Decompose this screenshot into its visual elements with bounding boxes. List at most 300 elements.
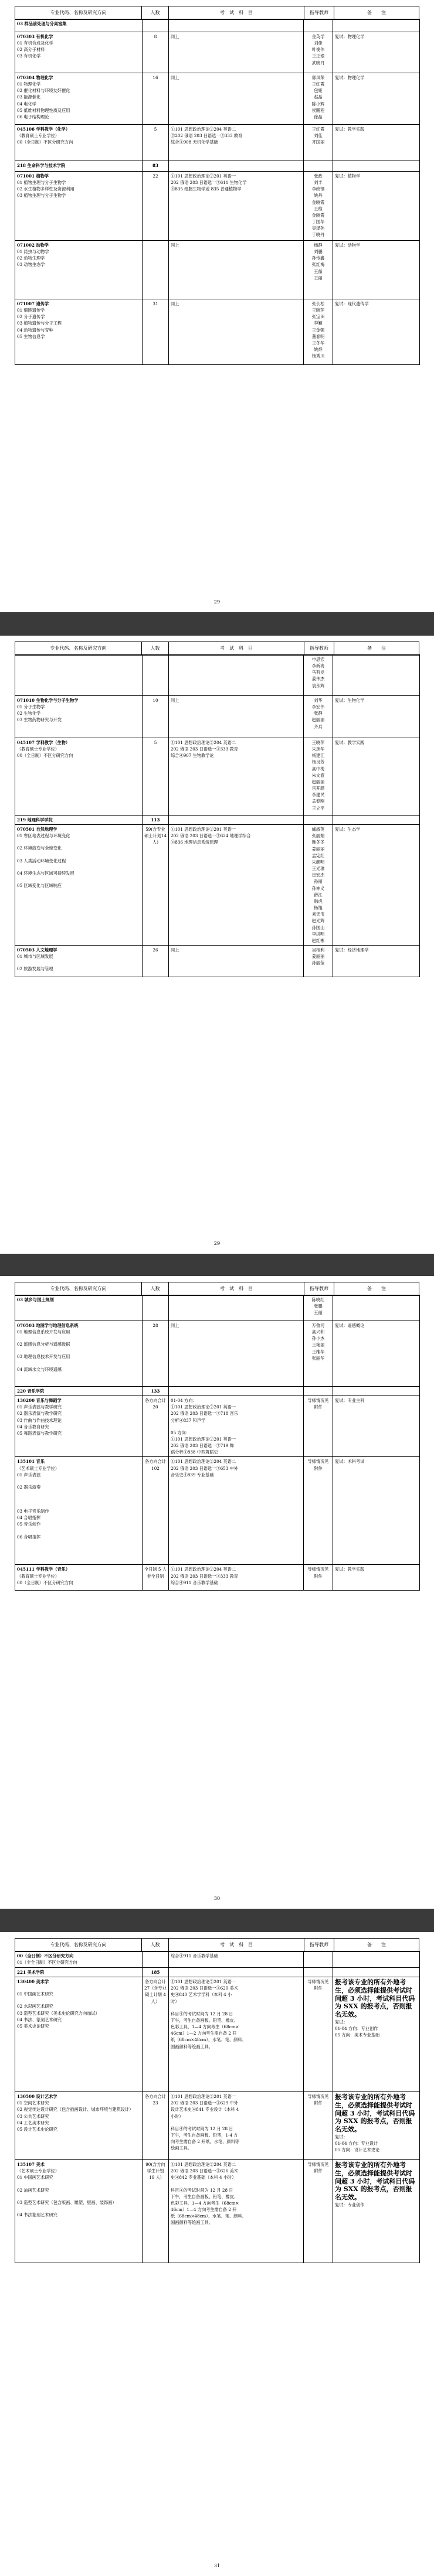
exam-subjects-cell-line: 色彩工具，1—4 方向考生（68cm× [171, 2200, 239, 2206]
supervisor-cell-line: 姜伟杰 [311, 676, 325, 682]
supervisor-cell-line: 吴泽孙 [311, 226, 325, 231]
supervisor-cell-line: 王晓萍 [311, 740, 325, 745]
major-cell-line: 05 设计艺术史论研究 [17, 2126, 57, 2132]
supervisor-cell [304, 816, 333, 825]
exam-subjects-cell [169, 825, 304, 946]
exam-subjects-cell [169, 1565, 304, 1591]
major-cell-line: 04 流域水文与环境遥感 [17, 1366, 62, 1372]
quota-cell [143, 241, 169, 299]
major-cell-line: 220 音乐学院 [17, 1388, 45, 1394]
supervisor-cell [304, 1977, 333, 2092]
exam-subjects-cell-line: ①101 思想政治理论②201 英语一 [171, 173, 236, 179]
supervisor-cell-line: 叶俊伟 [311, 47, 325, 53]
major-cell-line: 03 植物遗传与分子工程 [17, 320, 62, 326]
supervisor-cell-line: 李建民 [311, 792, 325, 798]
notes-cell-line: 复试：专业主科 [335, 1398, 365, 1404]
major-cell-line: 03 有机化学 [17, 53, 41, 59]
table-row [15, 1457, 420, 1565]
supervisor-cell-line: 张长松 [311, 301, 325, 306]
header-col4: 指导教师 [304, 1939, 334, 1951]
page-number: 30 [213, 1896, 221, 1901]
supervisor-cell [304, 19, 333, 32]
supervisor-cell-line: 丁国华 [311, 219, 325, 225]
supervisor-cell-line: 齐国丽 [311, 139, 325, 145]
supervisor-cell-line: 孙林义 [311, 885, 325, 891]
major-cell-line [17, 1502, 140, 1508]
supervisor-cell-line: 刘佳 [314, 40, 323, 46]
major-cell [15, 816, 143, 825]
major-cell-line [17, 1335, 140, 1341]
notes-cell [333, 738, 420, 816]
exam-subjects-cell-line: ①101 思想政治理论②204 英语二 [171, 1459, 236, 1465]
supervisor-cell [304, 945, 333, 977]
major-cell-line: 00（全日制）不区分研究方向 [17, 753, 73, 759]
major-cell-line: 02 旅游发展与管理 [17, 966, 53, 972]
major-cell [15, 1295, 143, 1321]
supervisor-cell [304, 1951, 333, 1968]
major-cell-line: 03 作曲与作曲技术理论 [17, 1417, 62, 1423]
supervisor-cell [304, 2160, 333, 2263]
notes-cell-line: 报考该专业的所有外地考生，必须选择能提供考试时间超 3 小时，考试科目代码为 SXX 的报考点，否则报名无效。 [335, 2161, 415, 2202]
exam-subjects-cell-line: 综合④911 音乐教学基础 [171, 1953, 218, 1959]
exam-subjects-cell [169, 299, 304, 365]
exam-subjects-cell-line: 绘画工具。 [171, 2145, 192, 2151]
major-cell [15, 738, 143, 816]
major-cell [15, 2160, 143, 2263]
supervisor-cell-line: 赵光辉 [311, 918, 325, 924]
supervisor-cell-line: 王立平 [311, 805, 325, 811]
supervisor-cell-line: 孟宪红 [311, 852, 325, 858]
major-cell-line [17, 1496, 140, 1502]
exam-subjects-cell [169, 241, 304, 299]
exam-subjects-cell-line: 国画颜料等绘画工具。 [171, 2220, 213, 2226]
header-col3: 考 试 科 目 [169, 6, 304, 19]
header-col1: 专业代码、名称及研究方向 [15, 642, 142, 655]
supervisor-cell-line: 王正瑜 [311, 53, 325, 59]
supervisor-cell [304, 825, 333, 946]
table-row [15, 241, 420, 299]
quota-cell [143, 19, 169, 32]
supervisor-cell [304, 1457, 333, 1565]
exam-subjects-cell-line [171, 2181, 301, 2187]
major-cell-line: 01 物理化学 [17, 81, 41, 87]
supervisor-cell-line: 姚丹 [314, 193, 323, 199]
major-cell-line: 071007 遗传学 [17, 301, 49, 306]
quota-cell: 各方向合计 102 [143, 1457, 169, 1565]
supervisor-cell-line: 李政钢 [311, 186, 325, 192]
table-row [15, 125, 420, 161]
major-cell-line: （艺术硕士专业学位） [17, 1465, 59, 1471]
exam-subjects-cell-line: 202 俄语 203 日语选一③629 中外 [171, 2100, 238, 2106]
header-col4: 指导教师 [304, 642, 334, 655]
supervisor-cell-line: 孙小杰 [311, 1336, 325, 1342]
major-cell [15, 1968, 143, 1977]
supervisor-cell-line: 杨旭 [314, 905, 323, 911]
exam-subjects-cell-line: ④835 细胞生物学或 835 普通植物学 [171, 186, 242, 192]
supervisor-cell-line: 杨静 [314, 243, 323, 248]
major-cell-line: 070303 有机化学 [17, 34, 53, 39]
major-cell-line [17, 864, 140, 870]
major-cell-line: 130400 美术学 [17, 1979, 49, 1985]
supervisor-cell-line: 高兴和 [311, 1329, 325, 1335]
major-cell-line: 02 生物化学 [17, 711, 41, 716]
supervisor-cell-line: 金晓霞 [311, 212, 325, 218]
quota-cell: 各方向合计 27（含专业硕士计划 4 人） [143, 1977, 169, 2092]
exam-subjects-cell [169, 945, 304, 977]
notes-cell-line: 复试：经济地理学 [335, 947, 369, 953]
table-row [15, 19, 420, 32]
table-row [15, 73, 420, 125]
table-row [15, 1977, 420, 2092]
quota-cell: 全日制 5 人 非全日制 [143, 1565, 169, 1591]
notes-cell [333, 816, 420, 825]
supervisor-cell-line: 王艳丽 [311, 1342, 325, 1348]
notes-cell-line: 01-04 方向：专业创作 [335, 2026, 378, 2032]
supervisor-cell-line: 孙国山 [311, 924, 325, 930]
exam-subjects-cell [169, 125, 304, 161]
supervisor-cell-line: 王薇 [314, 268, 323, 274]
header-col2: 人数 [142, 1282, 169, 1295]
exam-subjects-cell-line: 综合④908 无机化学基础 [171, 139, 218, 145]
table-row [15, 2160, 420, 2263]
notes-cell [333, 1951, 420, 1968]
supervisor-cell-line: 赵晶 [314, 94, 323, 100]
exam-subjects-cell-line: 国画颜料等绘画工具。 [171, 2043, 213, 2049]
exam-subjects-cell [169, 1977, 304, 2092]
supervisor-cell [304, 1387, 333, 1396]
supervisor-cell-line: 张丽娟 [311, 833, 325, 839]
major-cell-line: 01 植物生理与分子生物学 [17, 180, 66, 186]
quota-cell: 31 [143, 299, 169, 365]
supervisor-cell-line: 韩冬冬 [311, 840, 325, 845]
notes-cell-line: 复试：物理化学 [335, 75, 365, 80]
major-cell [15, 825, 143, 946]
supervisor-cell-line: 孙丽莹 [311, 960, 325, 966]
header-col1: 专业代码、名称及研究方向 [15, 6, 142, 19]
supervisor-cell-line: 杨秀川 [311, 353, 325, 359]
supervisor-cell-line: 姜丽丽 [311, 846, 325, 852]
exam-subjects-cell-line: 202 俄语 203 日语选一③626 美术 [171, 2168, 238, 2174]
major-cell-line: 05 美术史论研究 [17, 2023, 49, 2029]
notes-cell [333, 241, 420, 299]
exam-subjects-cell-line: 同上 [171, 698, 179, 703]
quota-cell: 185 [143, 1968, 169, 1977]
exam-subjects-cell [169, 696, 304, 738]
exam-subjects-cell-line: 纸（68cm×48cm），水笔、笔、颜料、 [171, 2037, 246, 2043]
supervisor-cell-line: 导师情况见附件 [307, 2094, 329, 2106]
major-cell-line: 00（全日制）不区分研究方向 [17, 139, 73, 145]
supervisor-cell-line: 张宝田 [311, 314, 325, 320]
header-col4: 指导教师 [304, 1282, 334, 1295]
supervisor-cell [304, 172, 333, 241]
quota-cell: 59(含专业硕士计划14人) [143, 825, 169, 946]
supervisor-cell-line: 董春明 [311, 333, 325, 339]
major-cell-line: 070503 地图学与地理信息系统 [17, 1323, 79, 1328]
major-cell-line [17, 1347, 140, 1353]
supervisor-cell [304, 32, 333, 73]
major-cell-line: 06 电子结构理论 [17, 114, 49, 120]
supervisor-cell-line: 张丽华 [311, 1355, 325, 1361]
exam-subjects-cell-line: ①101 思想政治理论②201 英语一 [171, 827, 236, 832]
major-cell-line: 218 生命科学与技术学院 [17, 163, 66, 168]
exam-subjects-cell-line: 202 俄语 203 日语选一③620 美术 [171, 1985, 238, 1991]
quota-cell: 8 [143, 32, 169, 73]
major-cell-line: 03 电子音乐制作 [17, 1509, 49, 1514]
major-cell [15, 125, 143, 161]
major-cell [15, 1951, 143, 1968]
quota-cell: 28 [143, 1321, 169, 1387]
exam-subjects-cell-line: ②202 俄语 203 日语选一③333 教育 [171, 133, 243, 139]
supervisor-cell-line: 孙丽 [314, 879, 323, 885]
supervisor-cell-line: 金英学 [311, 34, 325, 39]
supervisor-cell-line: 姜丽丽 [311, 954, 325, 960]
supervisor-cell-line: 郭凤荣 [311, 75, 325, 80]
exam-subjects-cell-line: 时） [171, 1998, 179, 2004]
major-cell-line: 135107 美术 [17, 2162, 45, 2168]
supervisor-cell-line: 导师情况见附件 [307, 1979, 329, 1991]
major-cell-line: 02 分子遗传学 [17, 314, 45, 320]
header-col5: 备 注 [367, 1286, 386, 1291]
supervisor-cell-line: 王丽 [314, 275, 323, 281]
supervisor-cell-line: 王维华 [311, 1349, 325, 1354]
notes-cell [333, 2092, 420, 2160]
header-col1: 专业代码、名称及研究方向 [15, 1939, 142, 1951]
header-col3: 考 试 科 目 [169, 1282, 304, 1295]
major-cell [15, 1565, 143, 1591]
major-cell-line: 045107 学科教学（生物） [17, 740, 70, 745]
supervisor-cell [304, 1321, 333, 1387]
supervisor-cell-line: 导师情况见附件 [307, 1567, 329, 1579]
table-row [15, 825, 420, 946]
document-page [0, 1276, 434, 1909]
table-row [15, 32, 420, 73]
notes-cell-line: 复试：生物化学 [335, 698, 365, 703]
supervisor-cell-line: 张政 [314, 173, 323, 179]
major-cell [15, 2092, 143, 2160]
header-col5: 备 注 [367, 10, 386, 15]
supervisor-cell-line: 王金强 [311, 327, 325, 333]
exam-subjects-cell [169, 816, 304, 825]
supervisor-cell-line: 王维 [314, 206, 323, 211]
major-cell-line [17, 1997, 140, 2003]
supervisor-cell-line: 刘佳 [314, 133, 323, 139]
supervisor-cell [304, 1295, 333, 1321]
supervisor-cell-line: 马有龙 [311, 670, 325, 675]
exam-subjects-cell-line: 色彩工具，1—4 方向考生（68cm× [171, 2024, 239, 2030]
supervisor-cell-line: 于晓丹 [311, 232, 325, 238]
header-col1: 专业代码、名称及研究方向 [15, 1282, 142, 1295]
quota-cell [143, 1951, 169, 1968]
notes-cell [333, 19, 420, 32]
notes-cell [333, 696, 420, 738]
header-col2: 人数 [142, 642, 169, 655]
major-cell-line: 04 环境生态与区域可持续发展 [17, 870, 74, 876]
major-cell-line: （教育硕士专业学位） [17, 746, 59, 752]
major-cell-line: 02 器乐表演与教学研究 [17, 1411, 62, 1417]
major-cell [15, 1321, 143, 1387]
major-cell-line [17, 1528, 140, 1534]
notes-cell-line: 复试：遥感概论 [335, 1323, 365, 1328]
supervisor-cell-line: 陈晓红 [311, 1297, 325, 1302]
exam-subjects-cell-line: 综合④907 生物教学论 [171, 753, 214, 759]
major-cell-line: 01 声乐表演与教学研究 [17, 1404, 62, 1410]
table-row [15, 172, 420, 241]
notes-cell-line: 05 方向：设计艺术史论 [335, 2147, 380, 2153]
major-cell [15, 1387, 143, 1396]
major-cell-line: 01 空间艺术研究 [17, 2100, 49, 2106]
major-cell-line: 071002 动物学 [17, 243, 49, 248]
supervisor-cell-line: 姚烨 [314, 347, 323, 353]
major-cell-line [17, 852, 140, 858]
page-number: 29 [213, 599, 221, 605]
table-row [15, 1565, 420, 1591]
quota-cell: 10 [143, 696, 169, 738]
supervisor-cell [304, 161, 333, 172]
exam-subjects-cell [169, 73, 304, 125]
notes-cell [333, 172, 420, 241]
major-cell-line: 045106 学科教学（化学） [17, 127, 70, 132]
exam-subjects-cell-line [171, 2005, 301, 2011]
supervisor-cell-line: 袁永辉 [311, 683, 325, 688]
quota-cell [143, 1295, 169, 1321]
header-col3: 考 试 科 目 [169, 642, 304, 655]
table-row [15, 1387, 420, 1396]
major-cell [15, 696, 143, 738]
supervisor-cell-line: 韩虎 [314, 898, 323, 904]
major-cell-line: 04 动物遗传与育种 [17, 327, 53, 333]
exam-subjects-cell-line: 下午，考生自备画板、铅笔，1-4 方 [171, 2132, 238, 2138]
table-row [15, 161, 420, 172]
major-cell-line: 02 动物生理学 [17, 255, 45, 261]
exam-subjects-cell-line [171, 2120, 301, 2125]
exam-subjects-cell [169, 1295, 304, 1321]
document-page [0, 636, 434, 1254]
supervisor-cell-line: 李宏伟 [311, 704, 325, 710]
major-cell-line: 219 地理科学学院 [17, 817, 53, 823]
supervisor-cell-line: 王丽 [314, 1310, 323, 1316]
page-number: 29 [213, 1241, 221, 1246]
notes-cell-line: 复试：教学实践 [335, 1567, 365, 1572]
supervisor-cell-line: 刘鹏 [314, 249, 323, 255]
major-cell-line: 05 区域变化与区域响应 [17, 882, 62, 888]
major-cell-line: 03 生物药物研究与开发 [17, 717, 62, 723]
major-cell-line: 00（全日制）不区分研究方向 [17, 1953, 74, 1959]
notes-cell-line: 复试：生态学 [335, 827, 361, 832]
notes-cell [333, 2160, 420, 2263]
exam-subjects-cell-line: 202 俄语 203 日语选一③611 生物化学 [171, 180, 247, 186]
supervisor-cell-line: 张鹏 [314, 1304, 323, 1309]
major-cell-line: 070304 物理化学 [17, 75, 53, 80]
header-col5: 备 注 [367, 646, 386, 651]
notes-cell-line: 报考该专业的所有外地考生，必须选择能提供考试时间超 3 小时，考试科目代码为 SXX 的报考点，否则报名无效。 [335, 2093, 415, 2134]
major-cell-line [17, 1478, 140, 1484]
supervisor-cell-line: 臧淑英 [311, 827, 325, 832]
notes-cell-line: 复试：物理化学 [335, 34, 365, 39]
major-cell [15, 32, 143, 73]
major-cell [15, 655, 143, 696]
quota-cell: 各方向合计 20 [143, 1396, 169, 1457]
major-cell [15, 1977, 143, 2092]
exam-subjects-cell [169, 172, 304, 241]
exam-subjects-cell-line: 202 俄语 203 日语选一③624 地理学综合 [171, 833, 251, 839]
table-header [15, 642, 419, 656]
major-cell-line: 01（非全日制）不区分研究方向 [17, 1960, 77, 1966]
major-cell-line: 02 油画艺术研究 [17, 2187, 49, 2193]
major-cell-line: 130200 音乐与舞蹈学 [17, 1398, 62, 1404]
exam-subjects-cell-line: ①101 思想政治理论②201 英语一 [171, 1404, 236, 1410]
exam-subjects-cell [169, 1951, 304, 1968]
table-row [15, 738, 420, 816]
supervisor-cell-line: 刘天宝 [311, 912, 325, 917]
notes-cell [333, 1387, 420, 1396]
supervisor-cell-line: 赵丽丽 [311, 717, 325, 723]
major-cell-line: 05 音乐创作 [17, 1521, 41, 1527]
notes-cell-line: 复试： [335, 2019, 348, 2025]
admission-table [15, 19, 420, 365]
exam-subjects-cell [169, 738, 304, 816]
supervisor-cell-line: 陈小辉 [311, 101, 325, 107]
major-cell-line [17, 876, 140, 882]
major-cell-line: 06 合唱指挥 [17, 1534, 41, 1540]
major-cell [15, 161, 143, 172]
major-cell-line: 02 水彩画艺术研究 [17, 2004, 53, 2009]
notes-cell [333, 1565, 420, 1591]
quota-cell [143, 655, 169, 696]
major-cell-line: 01 细胞遗传学 [17, 308, 45, 313]
exam-subjects-cell [169, 1457, 304, 1565]
exam-subjects-cell [169, 32, 304, 73]
supervisor-cell-line: 王红霞 [311, 81, 325, 87]
notes-cell [333, 125, 420, 161]
exam-subjects-cell [169, 1321, 304, 1387]
table-row [15, 945, 420, 977]
supervisor-cell-line: 万鲁河 [311, 1323, 325, 1328]
notes-cell [333, 1977, 420, 2092]
major-cell-line [17, 1360, 140, 1366]
major-cell-line: 070503 人文地理学 [17, 947, 57, 953]
admission-table [15, 654, 420, 977]
exam-subjects-cell-line: ④836 地理信息系统原理 [171, 840, 218, 845]
table-row [15, 1321, 420, 1387]
major-cell-line: 135101 音乐 [17, 1459, 45, 1465]
table-header [15, 6, 419, 20]
exam-subjects-cell [169, 19, 304, 32]
exam-subjects-cell-line: 综合④911 音乐教学基础 [171, 1579, 218, 1585]
table-row [15, 1951, 420, 1968]
major-cell [15, 299, 143, 365]
exam-subjects-cell-line: 202 俄语 203 日语选一③718 音乐 [171, 1411, 238, 1417]
quota-cell: 83 [143, 161, 169, 172]
notes-cell [333, 825, 420, 946]
major-cell-line: 03 城乡与国土规划 [17, 1297, 54, 1302]
major-cell-line: 01 地理信息系统开发与应用 [17, 1329, 70, 1335]
supervisor-cell [304, 1565, 333, 1591]
exam-subjects-cell-line: ①101 思想政治理论②201 英语一 [171, 1436, 236, 1442]
notes-cell [333, 1968, 420, 1977]
exam-subjects-cell-line: ①101 思想政治理论②204 英语二 [171, 2162, 236, 2168]
major-cell [15, 241, 143, 299]
major-cell-line: 03 样品前处理与分离富集 [17, 21, 67, 26]
notes-cell [333, 1396, 420, 1457]
exam-subjects-cell [169, 1396, 304, 1457]
supervisor-cell-line: 崔宏杰 [311, 872, 325, 878]
major-cell-line: 01 声乐表演 [17, 1472, 41, 1478]
exam-subjects-cell-line: 同上 [171, 947, 179, 953]
supervisor-cell-line: 齐兵 [314, 724, 323, 729]
exam-subjects-cell-line: 同上 [171, 75, 179, 80]
major-cell-line: 04 书法、篆刻艺术研究 [17, 2017, 62, 2022]
supervisor-cell-line: 包娅 [314, 88, 323, 94]
